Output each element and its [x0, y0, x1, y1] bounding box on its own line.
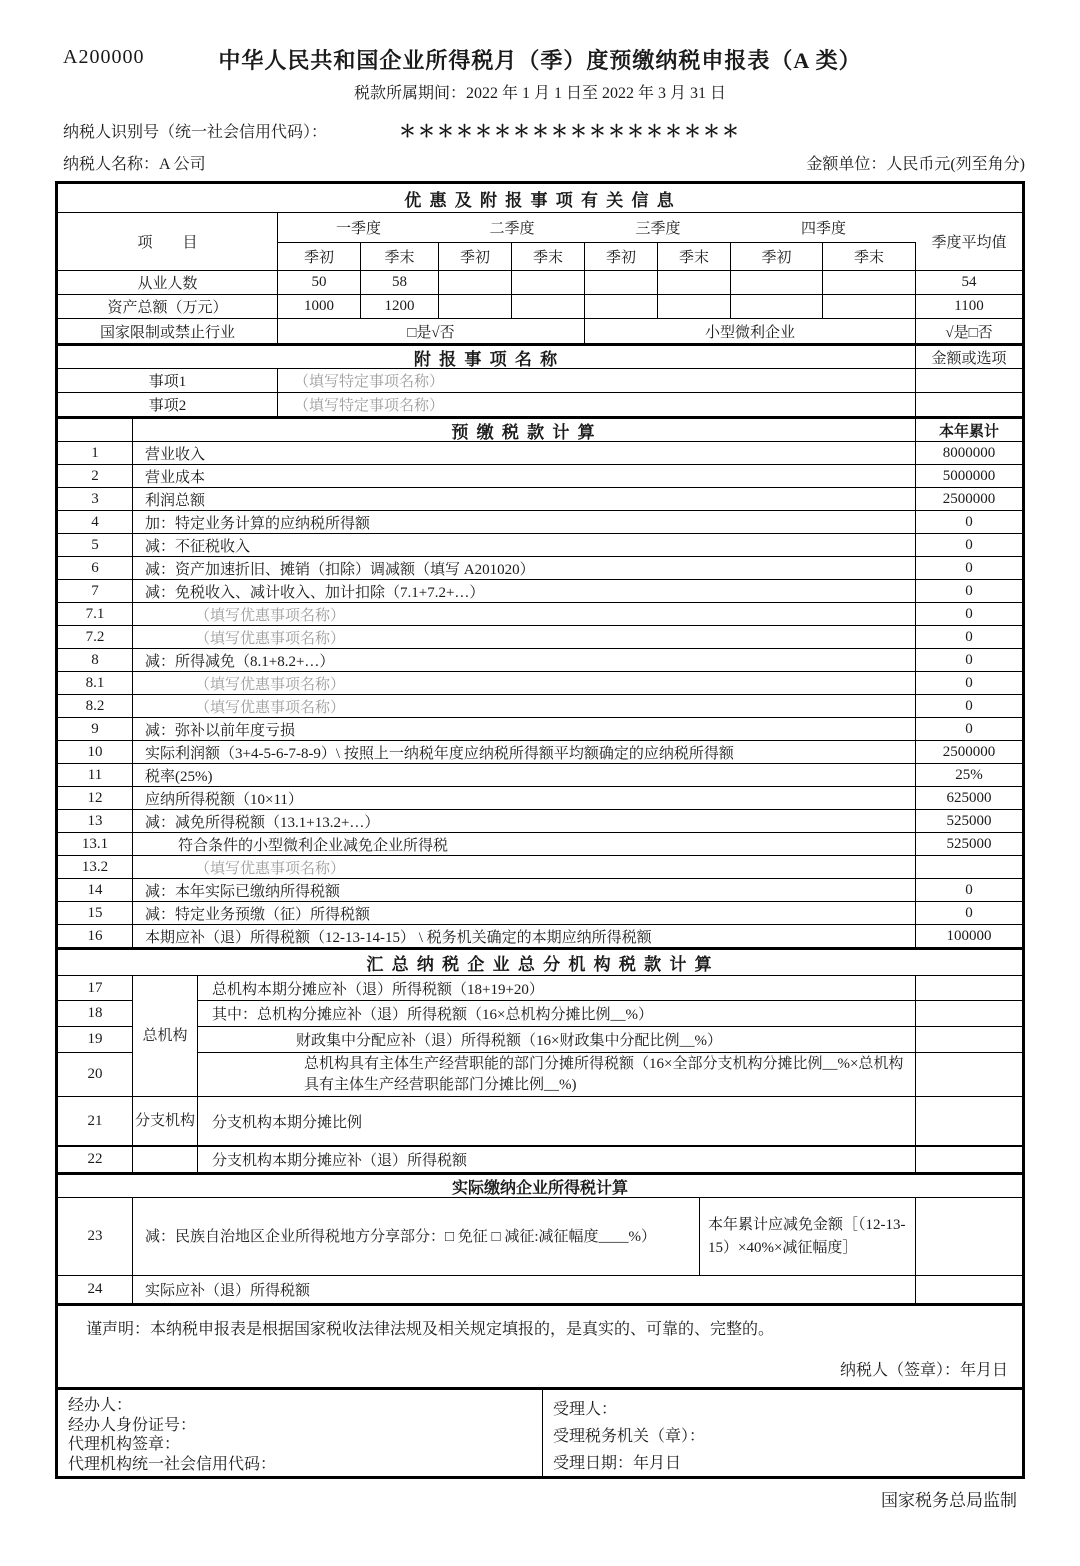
- q4-begin-header: 季初: [731, 243, 823, 270]
- row-label-placeholder: （填写优惠事项名称）: [133, 603, 916, 625]
- q3-end-value: [658, 295, 731, 318]
- item-column-header: 项 目: [58, 213, 278, 270]
- row-number: 8: [58, 649, 133, 671]
- row-number: 1: [58, 442, 133, 464]
- row-label: 总机构本期分摊应补（退）所得税额（18+19+20）: [198, 976, 916, 1001]
- q1-begin-header: 季初: [278, 243, 361, 270]
- tax-calc-row-2: [58, 465, 1022, 488]
- row-number: 9: [58, 718, 133, 740]
- row-value: [916, 1027, 1022, 1053]
- quarter3-header-group: [585, 213, 731, 270]
- tax-calc-row-7-2: [58, 626, 1022, 649]
- section2-title: 附 报 事 项 名 称: [58, 346, 916, 368]
- row-label: 实际应补（退）所得税额: [133, 1276, 916, 1303]
- quarter4-header-group: [731, 213, 916, 270]
- tax-calc-row-7: [58, 580, 1022, 603]
- tax-calc-row-6: [58, 557, 1022, 580]
- row-value: 5000000: [942, 467, 996, 484]
- q2-end-value: [512, 271, 585, 294]
- currency-unit-note: 金额单位：人民币元(列至角分): [806, 156, 1025, 173]
- row-number: 19: [58, 1027, 133, 1053]
- tax-calc-row-14: [58, 879, 1022, 902]
- q4-end-value: [823, 271, 916, 294]
- q2-begin-header: 季初: [439, 243, 512, 270]
- quarter2-header: 二季度: [439, 213, 585, 243]
- declaration-block: [58, 1304, 1022, 1388]
- row-number: 11: [58, 764, 133, 786]
- row-value: [916, 1097, 1022, 1145]
- row-label: 财政集中分配应补（退）所得税额（16×财政集中分配比例__%）: [198, 1027, 916, 1053]
- row-label: 本期应补（退）所得税额（12-13-14-15） \ 税务机关确定的本期应纳所得税额: [133, 925, 916, 947]
- row-value: [916, 1147, 1022, 1172]
- row-label-placeholder: （填写优惠事项名称）: [133, 672, 916, 694]
- q1-begin-value: 50: [278, 271, 361, 294]
- matter2-row: [58, 393, 1022, 417]
- tax-calc-row-10: [58, 741, 1022, 764]
- row-number: 4: [58, 511, 133, 533]
- row-value: 525000: [946, 835, 992, 852]
- section3-title: 预 缴 税 款 计 算: [133, 419, 916, 441]
- section2-header: [58, 344, 1022, 369]
- taxpayer-id-row: [55, 117, 1025, 142]
- row-number: 18: [58, 1001, 133, 1027]
- tax-calc-row-8: [58, 649, 1022, 672]
- row-label: 税率(25%): [133, 764, 916, 786]
- row-value: 625000: [946, 789, 992, 806]
- row-value: 25%: [955, 766, 983, 783]
- section4-title: 汇 总 纳 税 企 业 总 分 机 构 税 款 计 算: [366, 955, 714, 974]
- row-label-placeholder: （填写优惠事项名称）: [133, 856, 916, 878]
- amount-or-option-header: 金额或选项: [931, 350, 1007, 367]
- employees-row: [58, 271, 1022, 295]
- q3-end-value: [658, 271, 731, 294]
- row-label: 减：资产加速折旧、摊销（扣除）调减额（填写 A201020）: [133, 557, 916, 579]
- average-value: 1100: [954, 298, 984, 314]
- row-label-placeholder: （填写优惠事项名称）: [133, 626, 916, 648]
- row-label: 加：特定业务计算的应纳税所得额: [133, 511, 916, 533]
- tax-calc-row-3: [58, 488, 1022, 511]
- head-office-group-label: 总机构: [133, 976, 198, 1097]
- row-value: 0: [965, 651, 973, 668]
- agent-info-cell: [58, 1390, 543, 1476]
- row-number: 22: [58, 1147, 133, 1172]
- tax-calc-row-13: [58, 810, 1022, 833]
- q1-end-value: 58: [361, 271, 439, 294]
- row-value: 0: [965, 628, 973, 645]
- row-value: 0: [965, 513, 973, 530]
- branch-group-label: 分支机构: [133, 1097, 198, 1145]
- row-value: 0: [965, 559, 973, 576]
- total-assets-row: [58, 295, 1022, 319]
- row-value: [916, 1198, 1022, 1275]
- row-number: 20: [58, 1053, 133, 1097]
- row-number: 16: [58, 925, 133, 947]
- empty-group-cell: [133, 1147, 198, 1172]
- row-label: 减：免税收入、减计收入、加计扣除（7.1+7.2+…）: [133, 580, 916, 602]
- row-number: 7.2: [58, 626, 133, 648]
- taxpayer-id-label: 纳税人识别号（统一社会信用代码）：: [63, 124, 328, 141]
- row-value: [916, 1276, 1022, 1303]
- tax-calc-row-8-2: [58, 695, 1022, 718]
- q4-end-value: [823, 295, 916, 318]
- row-number: 7: [58, 580, 133, 602]
- footer-block: [58, 1388, 1022, 1476]
- average-value: 54: [961, 274, 977, 290]
- row-number: 6: [58, 557, 133, 579]
- row-value: 0: [965, 881, 973, 898]
- q2-end-header: 季末: [512, 243, 585, 270]
- q3-begin-value: [585, 295, 658, 318]
- row-label: 应纳所得税额（10×11）: [133, 787, 916, 809]
- row-number: 2: [58, 465, 133, 487]
- ytd-reduction-note: 本年累计应减免金额［（12-13-15）×40%×减征幅度］: [700, 1198, 916, 1275]
- q3-end-header: 季末: [658, 243, 731, 270]
- tax-calc-row-8-1: [58, 672, 1022, 695]
- row-value: 0: [965, 674, 973, 691]
- row-value: 2500000: [942, 490, 996, 507]
- tax-calc-row-4: [58, 511, 1022, 534]
- agency-credit-code-label: 代理机构统一社会信用代码：: [68, 1455, 277, 1473]
- row-label: 分支机构本期分摊应补（退）所得税额: [198, 1147, 916, 1172]
- restricted-industry-label: 国家限制或禁止行业: [58, 319, 278, 343]
- row-value: 0: [965, 582, 973, 599]
- row-value: 0: [965, 720, 973, 737]
- tax-calc-row-13-2: [58, 856, 1022, 879]
- tax-period: 税款所属期间：2022 年 1 月 1 日至 2022 年 3 月 31 日: [353, 85, 726, 102]
- agency-seal-label: 代理机构签章：: [68, 1436, 181, 1453]
- section1-title: 优 惠 及 附 报 事 项 有 关 信 息: [404, 190, 676, 210]
- row-label: 其中：总机构分摊应补（退）所得税额（16×总机构分摊比例__%）: [198, 1001, 916, 1027]
- row-value: 0: [965, 697, 973, 714]
- row-number: 13.1: [58, 833, 133, 855]
- small-low-profit-checkboxes: √是□否: [945, 324, 993, 341]
- matter-value: [916, 393, 1022, 416]
- row-number: 8.2: [58, 695, 133, 717]
- branch-tax-row-22: [58, 1145, 1022, 1173]
- tax-calc-row-7-1: [58, 603, 1022, 626]
- matter-value: [916, 369, 1022, 392]
- section4-grid: [58, 976, 1022, 1145]
- tax-calc-row-13-1: [58, 833, 1022, 856]
- tax-calc-row-5: [58, 534, 1022, 557]
- row-label: 符合条件的小型微利企业减免企业所得税: [133, 833, 916, 855]
- row-label: 减：特定业务预缴（征）所得税额: [133, 902, 916, 924]
- matter-label: 事项1: [58, 369, 278, 392]
- form-header: [55, 0, 1025, 76]
- row-value: [916, 1053, 1022, 1097]
- ytd-column-header: 本年累计: [938, 423, 999, 440]
- row-number: 3: [58, 488, 133, 510]
- tax-calc-row-16: [58, 925, 1022, 948]
- tax-calc-row-15: [58, 902, 1022, 925]
- row-label: 从业人数: [58, 271, 278, 294]
- restricted-industry-row: [58, 319, 1022, 344]
- taxpayer-id-value: ＊＊＊＊＊＊＊＊＊＊＊＊＊＊＊＊＊＊: [399, 122, 742, 141]
- actual-tax-row-24: [58, 1276, 1022, 1304]
- row-value: 8000000: [942, 444, 996, 461]
- taxpayer-name: 纳税人名称：A 公司: [63, 156, 206, 173]
- row-number: 10: [58, 741, 133, 763]
- ethnic-autonomous-row-23: [58, 1198, 1022, 1276]
- row-label: 营业成本: [133, 465, 916, 487]
- tax-calc-row-9: [58, 718, 1022, 741]
- row-label: 利润总额: [133, 488, 916, 510]
- row-value: 0: [965, 605, 973, 622]
- acceptance-date-label: 受理日期：年月日: [553, 1455, 682, 1472]
- row-value: 100000: [946, 927, 992, 944]
- row-label: 减：不征税收入: [133, 534, 916, 556]
- quarter-average-header: 季度平均值: [931, 235, 1007, 251]
- row-label: 减：减免所得税额（13.1+13.2+…）: [133, 810, 916, 832]
- row-number: 13: [58, 810, 133, 832]
- tax-calc-row-1: [58, 442, 1022, 465]
- row-label: 总机构具有主体生产经营职能的部门分摊所得税额（16×全部分支机构分摊比例__%×总机构具有主体生产经营职能部门分摊比例__%): [198, 1053, 916, 1097]
- row-label: 减：本年实际已缴纳所得税额: [133, 879, 916, 901]
- row-number: 21: [58, 1097, 133, 1145]
- form-code: A200000: [63, 46, 145, 68]
- row-label: 实际利润额（3+4-5-6-7-8-9）\ 按照上一纳税年度应纳税所得额平均额确定的应纳税所得额: [133, 741, 916, 763]
- declaration-text: 谨声明：本纳税申报表是根据国家税收法律法规及相关规定填报的，是真实的、可靠的、完整的。: [86, 1321, 775, 1338]
- q4-end-header: 季末: [823, 243, 916, 270]
- row-value: 0: [965, 536, 973, 553]
- row-number: 7.1: [58, 603, 133, 625]
- form-title: 中华人民共和国企业所得税月（季）度预缴纳税申报表（A 类）: [218, 48, 862, 73]
- empty-corner-cell: [58, 419, 133, 441]
- row-label: 营业收入: [133, 442, 916, 464]
- tax-calc-row-12: [58, 787, 1022, 810]
- q2-begin-value: [439, 295, 512, 318]
- row-number: 17: [58, 976, 133, 1001]
- section1-header: [58, 213, 1022, 271]
- section3-header: [58, 417, 1022, 442]
- quarter1-header: 一季度: [278, 213, 439, 243]
- row-label: 减：弥补以前年度亏损: [133, 718, 916, 740]
- row-number: 14: [58, 879, 133, 901]
- row-value: [916, 1001, 1022, 1027]
- row-number: 13.2: [58, 856, 133, 878]
- q1-begin-value: 1000: [278, 295, 361, 318]
- row-value: 0: [965, 904, 973, 921]
- row-value: 525000: [946, 812, 992, 829]
- acceptance-info-cell: [543, 1390, 1022, 1476]
- handler-id-label: 经办人身份证号：: [68, 1416, 197, 1434]
- q3-begin-header: 季初: [585, 243, 658, 270]
- quarter4-header: 四季度: [731, 213, 916, 243]
- row-label: 分支机构本期分摊比例: [198, 1097, 916, 1145]
- restricted-industry-checkboxes: □是√否: [278, 319, 585, 343]
- section5-title: 实际缴纳企业所得税计算: [451, 1179, 628, 1197]
- matter-label: 事项2: [58, 393, 278, 416]
- row-label: 资产总额（万元）: [58, 295, 278, 318]
- row-number: 23: [58, 1198, 133, 1275]
- quarter2-header-group: [439, 213, 585, 270]
- q1-end-header: 季末: [361, 243, 439, 270]
- q3-begin-value: [585, 271, 658, 294]
- taxpayer-name-row: [55, 151, 1025, 174]
- handler-label: 经办人：: [68, 1397, 133, 1414]
- quarter3-header: 三季度: [585, 213, 731, 243]
- accepting-authority-label: 受理税务机关（章）：: [553, 1428, 706, 1445]
- matter-placeholder: （填写特定事项名称）: [278, 393, 916, 416]
- matter1-row: [58, 369, 1022, 393]
- row-label: 减：所得减免（8.1+8.2+…）: [133, 649, 916, 671]
- tax-calc-row-11: [58, 764, 1022, 787]
- row-number: 8.1: [58, 672, 133, 694]
- issuer-watermark: 国家税务总局监制: [881, 1491, 1017, 1510]
- row-value: [916, 856, 1022, 878]
- taxpayer-signature-line: 纳税人（签章）：年月日: [839, 1362, 1008, 1379]
- q4-begin-value: [731, 295, 823, 318]
- row-value: [916, 976, 1022, 1001]
- q4-begin-value: [731, 271, 823, 294]
- row-value: 2500000: [942, 743, 996, 760]
- matter-placeholder: （填写特定事项名称）: [278, 369, 916, 392]
- small-low-profit-label: 小型微利企业: [585, 319, 916, 343]
- q2-begin-value: [439, 271, 512, 294]
- row-number: 24: [58, 1276, 133, 1303]
- q1-end-value: 1200: [361, 295, 439, 318]
- tax-form-table: [55, 181, 1025, 1479]
- row-number: 5: [58, 534, 133, 556]
- quarter1-header-group: [278, 213, 439, 270]
- row-label-placeholder: （填写优惠事项名称）: [133, 695, 916, 717]
- row-label: 减：民族自治地区企业所得税地方分享部分：□ 免征 □ 减征:减征幅度____%）: [133, 1198, 700, 1275]
- acceptor-label: 受理人：: [553, 1401, 618, 1418]
- row-number: 15: [58, 902, 133, 924]
- q2-end-value: [512, 295, 585, 318]
- row-number: 12: [58, 787, 133, 809]
